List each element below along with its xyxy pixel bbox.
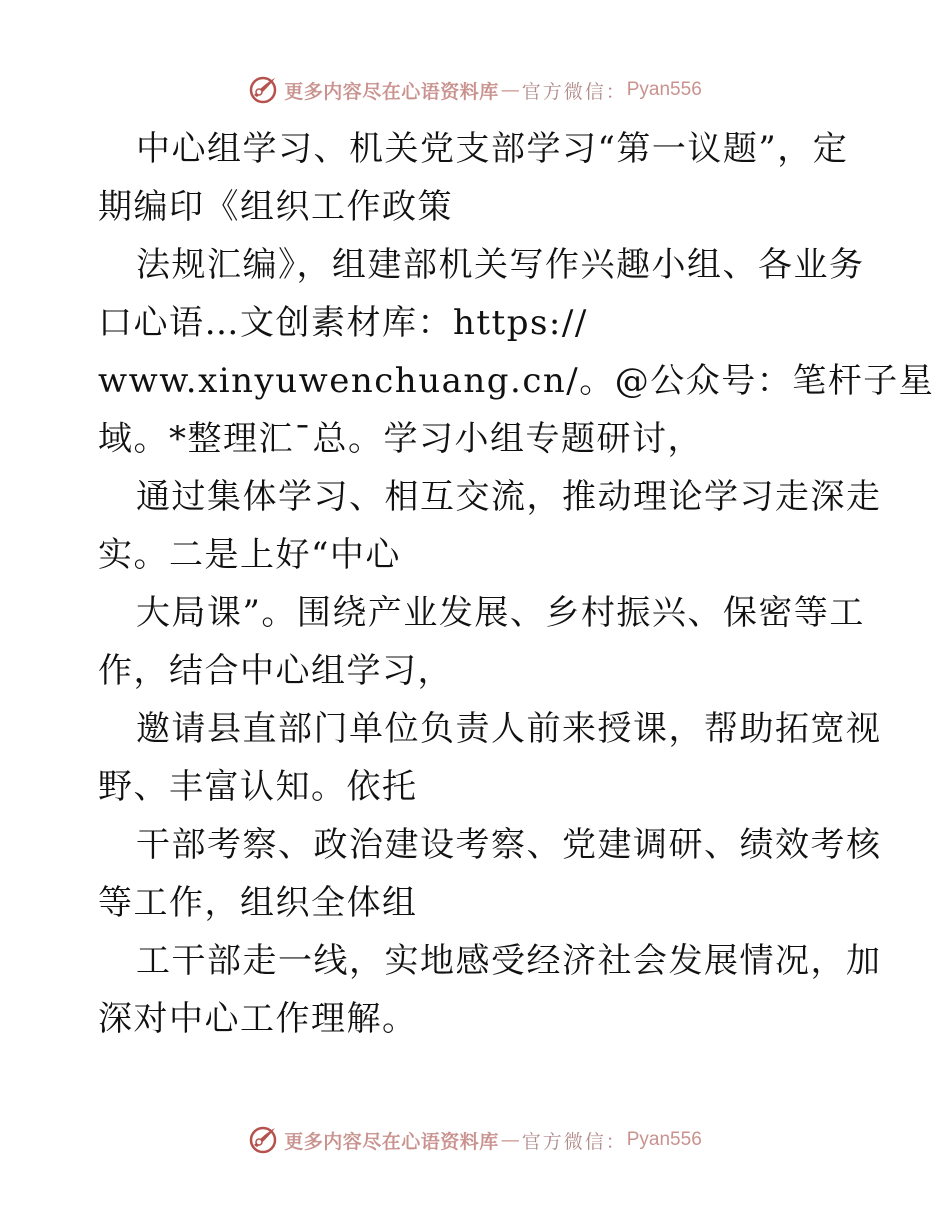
text-line: 期编印《组织工作政策 <box>98 187 453 227</box>
text-line: 实。二是上好“中心 <box>98 535 401 575</box>
watermark-title: 更多内容尽在心语资料库 <box>284 80 499 103</box>
text-line: www.xinyuwenchuang.cn/。@公众号：笔杆子星 <box>98 361 935 401</box>
watermark-title: 更多内容尽在心语资料库 <box>284 1130 499 1153</box>
footer-watermark <box>0 1120 950 1160</box>
quill-logo-icon <box>248 75 278 105</box>
text-line: 通过集体学习、相互交流，推动理论学习走深走 <box>136 477 882 517</box>
watermark-account: Pyan556 <box>626 1129 702 1150</box>
text-line: 邀请县直部门单位负责人前来授课，帮助拓宽视 <box>136 709 882 749</box>
text-line: 域。*整理汇¯总。学习小组专题研讨， <box>98 419 703 459</box>
watermark-subtitle: 官方微信： <box>521 1130 627 1153</box>
text-line: 作，结合中心组学习， <box>98 651 453 691</box>
text-line: 口心语…文创素材库：https:// <box>98 303 588 343</box>
quill-logo-icon <box>248 1125 278 1155</box>
text-line: 工干部走一线，实地感受经济社会发展情况，加 <box>136 941 882 981</box>
watermark-separator: — <box>500 79 520 101</box>
text-line: 法规汇编》，组建部机关写作兴趣小组、各业务 <box>136 245 865 285</box>
text-line: 大局课”。围绕产业发展、乡村振兴、保密等工 <box>136 593 865 633</box>
watermark-subtitle: 官方微信： <box>521 80 627 103</box>
watermark-separator: — <box>500 1129 520 1151</box>
text-line: 深对中心工作理解。 <box>98 999 418 1039</box>
watermark-account: Pyan556 <box>626 79 702 100</box>
text-line: 干部考察、政治建设考察、党建调研、绩效考核 <box>136 825 882 865</box>
header-watermark <box>0 70 950 110</box>
document-body <box>98 120 935 1048</box>
text-line: 等工作，组织全体组 <box>98 883 418 923</box>
text-line: 野、丰富认知。依托 <box>98 767 418 807</box>
text-line: 中心组学习、机关党支部学习“第一议题”，定 <box>136 129 849 169</box>
